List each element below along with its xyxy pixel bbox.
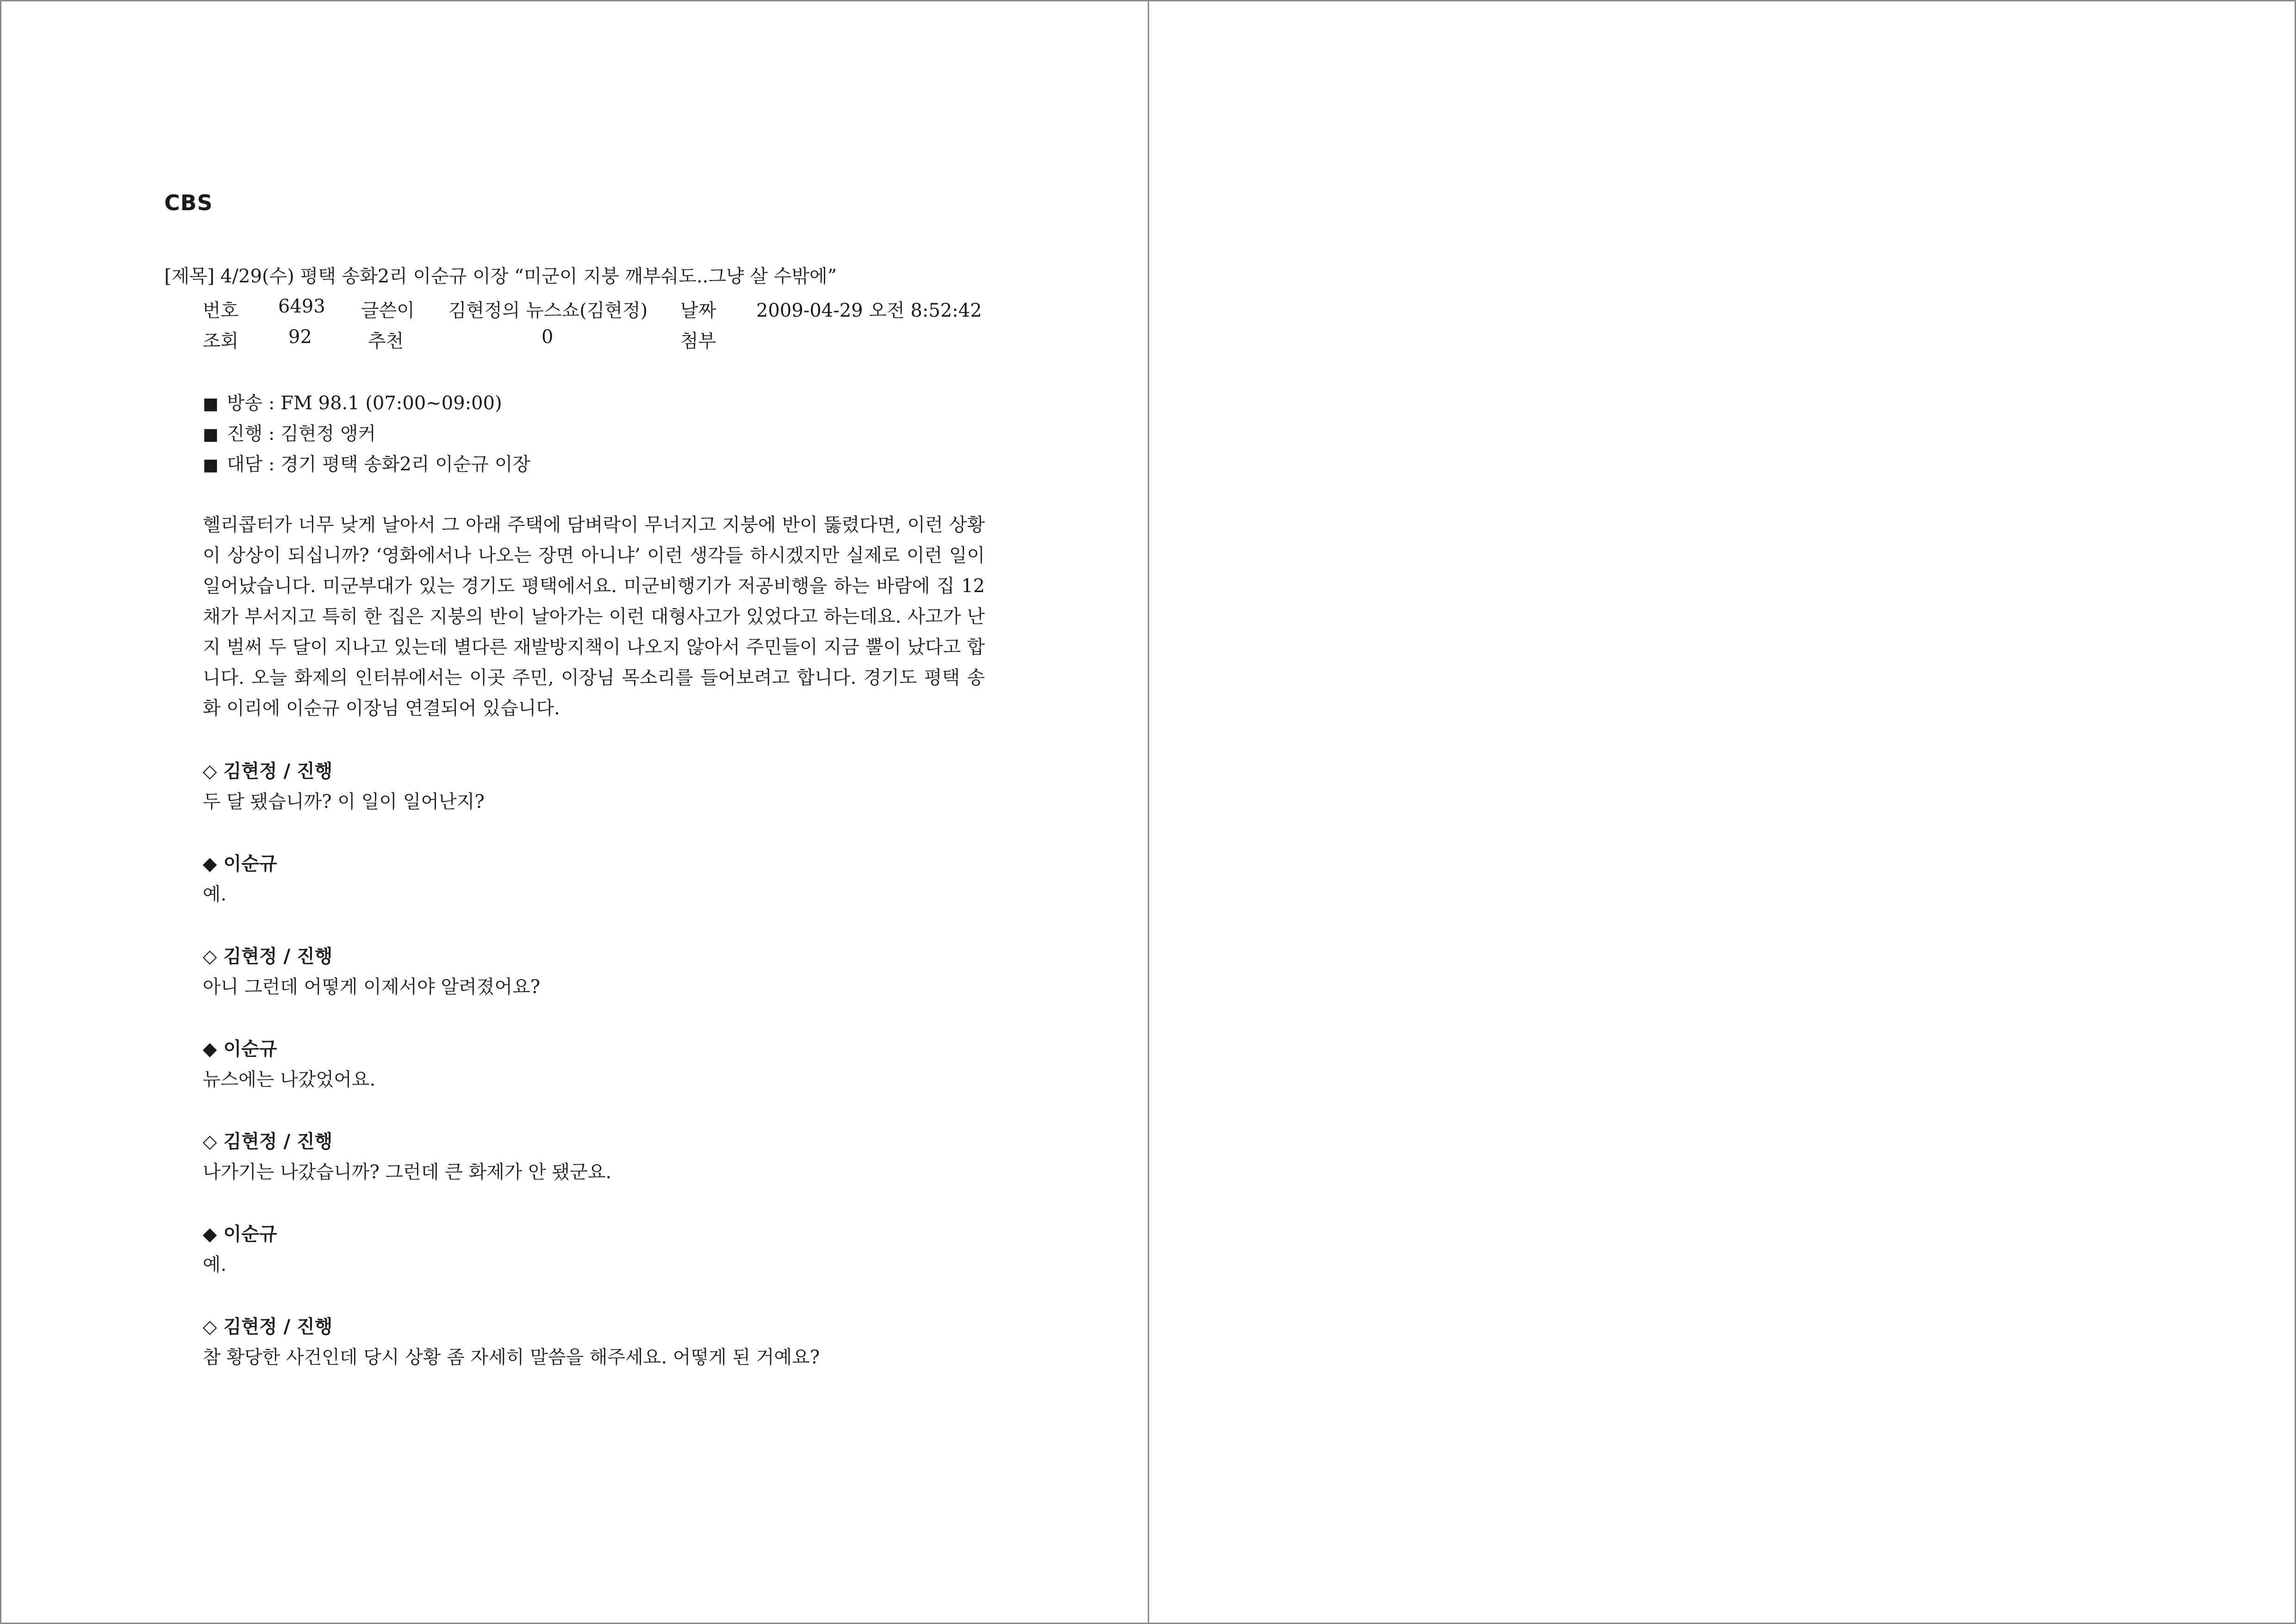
speaker-name: 김현정 / 진행: [223, 946, 333, 967]
recommend-value: 0: [541, 326, 554, 348]
speech-text: 뉴스에는 나갔었어요.: [203, 1069, 376, 1090]
speaker-label: [203, 1034, 985, 1064]
dialogue-turn: [203, 849, 985, 910]
author-value: 김현정의 뉴스쇼(김현정): [448, 300, 648, 321]
square-bullet-icon: ■: [203, 456, 219, 475]
dialogue-turn: [203, 756, 985, 817]
speech-text: 두 달 됐습니까? 이 일이 일어난지?: [203, 791, 485, 812]
hollow-diamond-icon: ◇: [203, 946, 217, 967]
speech-text: 나가기는 나갔습니까? 그런데 큰 화제가 안 됐군요.: [203, 1162, 612, 1183]
number-label: 번호: [203, 300, 239, 321]
filled-diamond-icon: ◆: [203, 1038, 217, 1060]
dialogue-turn: [203, 1219, 985, 1280]
speaker-label: [203, 1312, 985, 1342]
dialogue-turn: [203, 1034, 985, 1095]
info-text: 진행 : 김현정 앵커: [227, 423, 376, 444]
info-text: 방송 : FM 98.1 (07:00~09:00): [227, 393, 502, 414]
square-bullet-icon: ■: [203, 425, 219, 444]
intro-paragraph: 헬리콥터가 너무 낮게 날아서 그 아래 주택에 담벼락이 무너지고 지붕에 반이 뚫렸다면, 이런 상황이 상상이 되십니까? ‘영화에서나 나오는 장면 아니냐’ 이런 생각들 하시겠지만 실제로 이런 일이 일어났습니다. 미군부대가 있는 경기도 평택에서요. 미군비행기가 저공비행을 하는 바람에 집 12채가 부서지고 특히 한 집은 지붕의 반이 날아가는 이런 대형사고가 있었다고 하는데요. 사고가 난지 벌써 두 달이 지나고 있는데 별다른 재발방지책이 나오지 않아서 주민들이 지금 뿔이 났다고 합니다. 오늘 화제의 인터뷰에서는 이곳 주민, 이장님 목소리를 들어보려고 합니다. 경기도 평택 송화 이리에 이순규 이장님 연결되어 있습니다.: [203, 514, 985, 719]
filled-diamond-icon: ◆: [203, 1224, 217, 1245]
speaker-label: [203, 1219, 985, 1249]
number-value: 6493: [278, 296, 325, 317]
date-value: 2009-04-29 오전 8:52:42: [756, 300, 982, 321]
info-host: [203, 419, 376, 445]
speaker-name: 이순규: [223, 853, 277, 874]
speaker-label: [203, 849, 985, 879]
speaker-label: [203, 941, 985, 972]
speaker-name: 김현정 / 진행: [223, 761, 333, 782]
filled-diamond-icon: ◆: [203, 853, 217, 874]
dialogue-turn: [203, 1126, 985, 1187]
document-title: [제목] 4/29(수) 평택 송화2리 이순규 이장 “미군이 지붕 깨부숴도..그냥 살 수밖에”: [164, 266, 837, 287]
info-guest: [203, 450, 530, 476]
right-page: [1148, 0, 2296, 1624]
speaker-name: 김현정 / 진행: [223, 1316, 333, 1337]
author-label: 글쓴이: [361, 300, 415, 321]
speech-text: 아니 그런데 어떻게 이제서야 알려졌어요?: [203, 976, 541, 998]
views-label: 조회: [203, 331, 239, 352]
speaker-label: [203, 756, 985, 787]
info-broadcast: [203, 388, 502, 415]
speaker-name: 김현정 / 진행: [223, 1131, 333, 1152]
recommend-label: 추천: [368, 331, 404, 352]
speech-text: 예.: [203, 1254, 227, 1275]
attach-label: 첨부: [680, 331, 716, 352]
info-text: 대담 : 경기 평택 송화2리 이순규 이장: [227, 454, 531, 475]
speaker-name: 이순규: [223, 1224, 277, 1245]
views-value: 92: [288, 326, 312, 348]
dialogue-turn: [203, 941, 985, 1002]
brand-label: CBS: [164, 190, 213, 215]
speech-text: 참 황당한 사건인데 당시 상황 좀 자세히 말씀을 해주세요. 어떻게 된 거예요?: [203, 1347, 820, 1368]
hollow-diamond-icon: ◇: [203, 1131, 217, 1152]
speaker-label: [203, 1126, 985, 1157]
speech-text: 예.: [203, 884, 227, 905]
date-label: 날짜: [680, 300, 716, 321]
transcript-left-column: [203, 756, 985, 1404]
hollow-diamond-icon: ◇: [203, 1316, 217, 1337]
square-bullet-icon: ■: [203, 394, 219, 413]
dialogue-turn: [203, 1312, 985, 1373]
speaker-name: 이순규: [223, 1038, 277, 1060]
hollow-diamond-icon: ◇: [203, 761, 217, 782]
